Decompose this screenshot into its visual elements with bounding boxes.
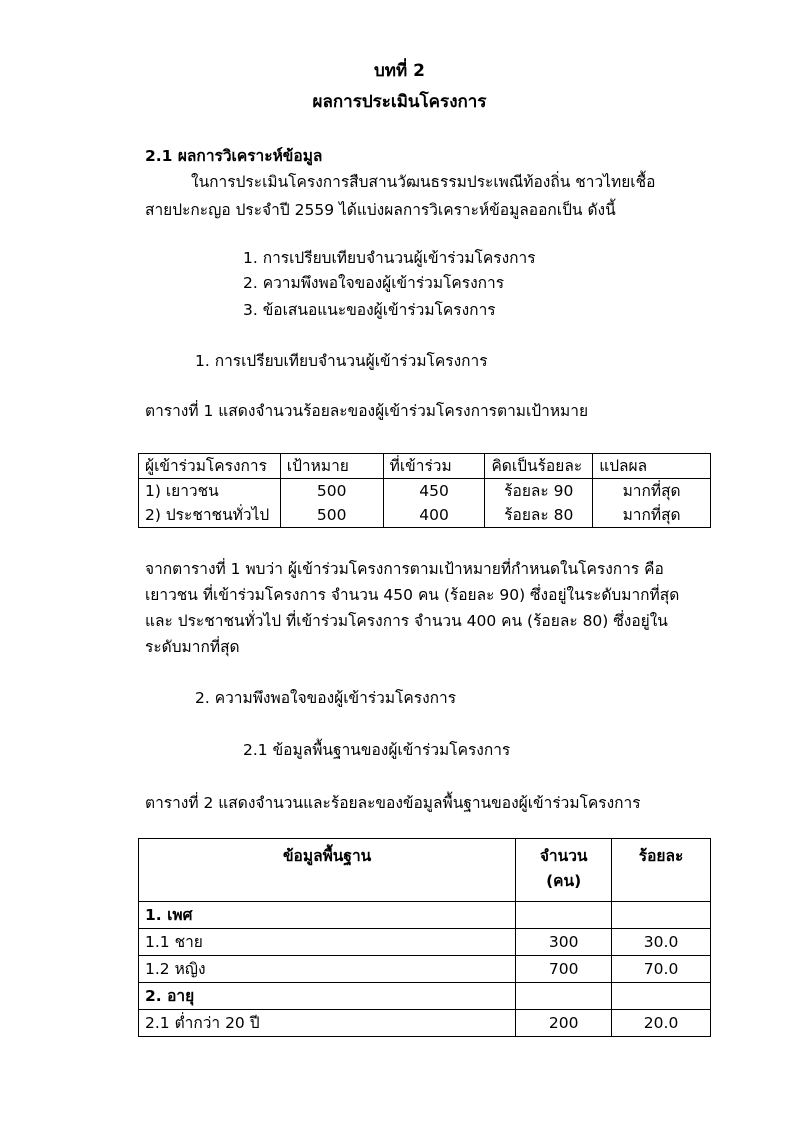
- table-cell: ร้อยละ 90: [485, 479, 593, 504]
- table-row: [139, 479, 711, 504]
- table-cell: 2) ประชาชนทั่วไป: [139, 503, 281, 528]
- table-header-cell: ผู้เข้าร่วมโครงการ: [139, 454, 281, 479]
- table-header-cell: ร้อยละ: [612, 839, 711, 902]
- table-header-cell: [516, 839, 612, 902]
- table-header-cell: แปลผล: [593, 454, 711, 479]
- group-label: 2. อายุ: [139, 983, 516, 1010]
- table-cell: 2.1 ต่ำกว่า 20 ปี: [139, 1010, 516, 1037]
- table-cell: 400: [383, 503, 485, 528]
- table-cell: 1.1 ชาย: [139, 929, 516, 956]
- table-cell: [612, 983, 711, 1010]
- chapter-title: ผลการประเมินโครงการ: [312, 92, 487, 112]
- participation-table: [138, 453, 711, 528]
- table-row: [139, 929, 711, 956]
- summary-line: และ ประชาชนทั่วไป ที่เข้าร่วมโครงการ จำนวน 400 คน (ร้อยละ 80) ซึ่งอยู่ใน: [145, 612, 668, 630]
- table-cell: 500: [280, 479, 383, 504]
- header-count-unit: (คน): [546, 872, 582, 890]
- table2-caption: ตารางที่ 2 แสดงจำนวนและร้อยละของข้อมูลพื้นฐานของผู้เข้าร่วมโครงการ: [145, 794, 641, 812]
- summary-line: จากตารางที่ 1 พบว่า ผู้เข้าร่วมโครงการตามเป้าหมายที่กำหนดในโครงการ คือ: [145, 560, 664, 578]
- chapter-number: บทที่ 2: [374, 61, 425, 81]
- subsection-1-heading: 1. การเปรียบเทียบจำนวนผู้เข้าร่วมโครงการ: [195, 352, 488, 370]
- subsection-2-1-heading: 2.1 ข้อมูลพื้นฐานของผู้เข้าร่วมโครงการ: [243, 741, 511, 759]
- table-cell: 200: [516, 1010, 612, 1037]
- table-cell: 500: [280, 503, 383, 528]
- table-header-cell: คิดเป็นร้อยละ: [485, 454, 593, 479]
- table-header-row: [139, 454, 711, 479]
- list-item: 1. การเปรียบเทียบจำนวนผู้เข้าร่วมโครงการ: [243, 249, 536, 267]
- table-cell: 1) เยาวชน: [139, 479, 281, 504]
- list-item: 2. ความพึงพอใจของผู้เข้าร่วมโครงการ: [243, 274, 505, 292]
- table-cell: 70.0: [612, 956, 711, 983]
- table-cell: [516, 902, 612, 929]
- demographics-table: [138, 838, 711, 1037]
- section-heading: 2.1 ผลการวิเคราะห์ข้อมูล: [145, 147, 323, 165]
- table-cell: 1.2 หญิง: [139, 956, 516, 983]
- table-cell: [516, 983, 612, 1010]
- table-header-cell: ที่เข้าร่วม: [383, 454, 485, 479]
- table-header-cell: เป้าหมาย: [280, 454, 383, 479]
- table-cell: 450: [383, 479, 485, 504]
- table-cell: มากที่สุด: [593, 479, 711, 504]
- table-header-cell: ข้อมูลพื้นฐาน: [139, 839, 516, 902]
- list-item: 3. ข้อเสนอแนะของผู้เข้าร่วมโครงการ: [243, 301, 496, 319]
- subsection-2-heading: 2. ความพึงพอใจของผู้เข้าร่วมโครงการ: [195, 689, 457, 707]
- table-cell: 300: [516, 929, 612, 956]
- table-header-row: [139, 839, 711, 902]
- table-cell: 20.0: [612, 1010, 711, 1037]
- table-cell: [612, 902, 711, 929]
- summary-line: ระดับมากที่สุด: [145, 638, 240, 656]
- table-cell: 30.0: [612, 929, 711, 956]
- table-row: [139, 956, 711, 983]
- table-group-row: [139, 983, 711, 1010]
- summary-line: เยาวชน ที่เข้าร่วมโครงการ จำนวน 450 คน (ร้อยละ 90) ซึ่งอยู่ในระดับมากที่สุด: [145, 586, 680, 604]
- table-cell: 700: [516, 956, 612, 983]
- table-row: [139, 503, 711, 528]
- group-label: 1. เพศ: [139, 902, 516, 929]
- intro-line-1: ในการประเมินโครงการสืบสานวัฒนธรรมประเพณีท้องถิ่น ชาวไทยเชื้อ: [191, 173, 656, 191]
- table-cell: ร้อยละ 80: [485, 503, 593, 528]
- table1-caption: ตารางที่ 1 แสดงจำนวนร้อยละของผู้เข้าร่วมโครงการตามเป้าหมาย: [145, 402, 589, 420]
- table-group-row: [139, 902, 711, 929]
- table-row: [139, 1010, 711, 1037]
- intro-line-2: สายปะกะญอ ประจำปี 2559 ได้แบ่งผลการวิเคราะห์ข้อมูลออกเป็น ดังนี้: [145, 201, 616, 219]
- header-count-label: จำนวน: [539, 847, 588, 865]
- table-cell: มากที่สุด: [593, 503, 711, 528]
